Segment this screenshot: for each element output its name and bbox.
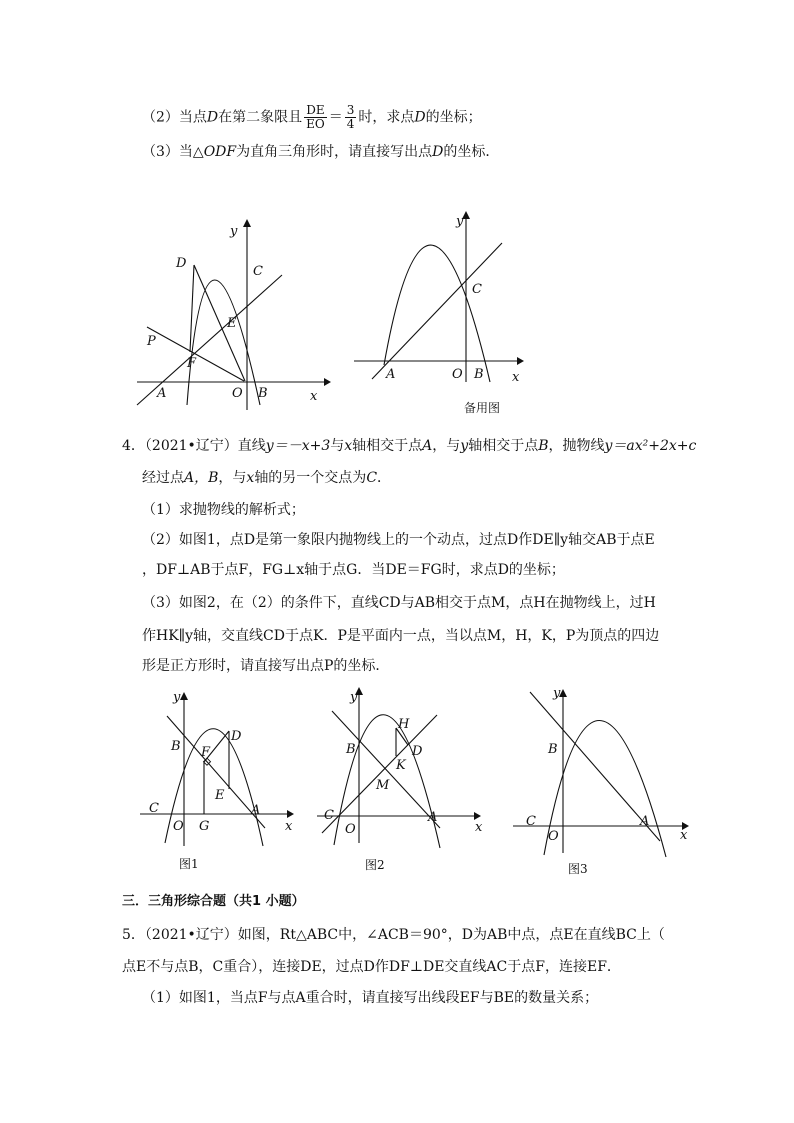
q3-main-figure (132, 215, 332, 415)
q4-var-y: y (460, 438, 469, 454)
label-k: K (396, 758, 406, 773)
label-x: x (512, 370, 520, 385)
q4-point-c: C (366, 470, 378, 486)
q4-text: ． (377, 470, 392, 486)
label-o: O (452, 367, 463, 382)
q4-line1 (122, 436, 696, 456)
label-c: C (526, 814, 536, 829)
q4-part2-line1: （2）如图1，点D是第一象限内抛物线上的一个动点，过点D作DE∥y轴交AB于点E (142, 532, 655, 548)
label-y: y (553, 686, 561, 701)
q5-part1: （1）如图1，当点F与点A重合时，请直接写出线段EF与BE的数量关系； (142, 990, 599, 1006)
label-x: x (310, 389, 318, 404)
q3-p3-text: （3）当△ (142, 144, 204, 160)
q3-p3-text-post: 为直角三角形时，请直接写出点 (236, 144, 433, 160)
q4-parabola-equation: y＝ax²+2x+c (604, 438, 697, 454)
q3-p2-text-post: 时，求点 (358, 109, 415, 126)
label-a: A (157, 386, 167, 401)
q3-p2-point2: D (414, 109, 426, 126)
label-d: D (412, 744, 423, 759)
q4-figure-3 (508, 685, 693, 880)
label-e: E (227, 316, 237, 331)
parabola (187, 280, 260, 405)
q4-text: 轴的另一个交点为 (254, 470, 367, 486)
label-f: F (187, 356, 197, 371)
fraction-denominator: EO (306, 117, 325, 131)
line-ac (372, 243, 502, 379)
label-o: O (345, 822, 356, 837)
fraction-denominator: 4 (346, 117, 355, 131)
label-b: B (474, 367, 484, 382)
q4-number-source: 4．（2021•辽宁）直线 (122, 438, 266, 454)
label-o: O (548, 829, 559, 844)
q4-line2 (142, 468, 391, 488)
x-axis-arrow (474, 812, 481, 820)
q4-line-equation: y＝－x+3 (265, 438, 331, 454)
q4-figure-2 (312, 683, 482, 873)
x-axis-arrow (287, 810, 294, 818)
label-a: A (428, 810, 438, 825)
q4-part3-line1: （3）如图2，在（2）的条件下，直线CD与AB相交于点M，点H在抛物线上，过H (142, 595, 656, 611)
y-axis-arrow (243, 219, 251, 227)
caption-fig2: 图2 (365, 858, 385, 872)
q5-line1: 5．（2021•辽宁）如图，Rt△ABC中，∠ACB＝90°，D为AB中点，点E在直线BC上（ (122, 927, 665, 943)
label-c: C (253, 264, 263, 279)
q4-part1: （1）求抛物线的解析式； (142, 502, 305, 518)
label-b: B (258, 386, 268, 401)
q4-part3-line2: 作HK∥y轴，交直线CD于点K．P是平面内一点，当以点M，H，K，P为顶点的四边 (142, 628, 660, 644)
label-m: M (376, 778, 390, 793)
q5-line2: 点E不与点B，C重合），连接DE，过点D作DF⊥DE交直线AC于点F，连接EF． (122, 959, 621, 975)
caption-spare: 备用图 (464, 401, 501, 415)
label-b: B (548, 742, 558, 757)
q4-point-b: B (538, 438, 549, 454)
y-axis-arrow (180, 692, 188, 700)
q3-p3-text-end: 的坐标． (443, 144, 500, 160)
q3-p2-point: D (206, 109, 219, 126)
q3-p2-fraction-de-eo (304, 104, 327, 131)
label-y: y (230, 224, 238, 239)
q3-p2-text-end: 的坐标； (425, 109, 482, 126)
label-f: F (201, 745, 211, 760)
caption-fig1: 图1 (179, 857, 199, 871)
x-axis-arrow (324, 378, 331, 386)
label-d: D (176, 256, 187, 271)
label-y: y (173, 690, 181, 705)
label-x: x (285, 819, 293, 834)
caption-fig3: 图3 (568, 862, 588, 876)
label-d: D (231, 729, 242, 744)
q4-text: ，抛物线 (548, 438, 605, 454)
label-o: O (232, 386, 243, 401)
label-c: C (324, 808, 334, 823)
label-h: H (398, 717, 410, 732)
q4-var-x: x (246, 470, 255, 486)
label-a: A (251, 803, 261, 818)
label-g: G (199, 819, 210, 834)
q3-p2-fraction-3-4 (345, 104, 357, 131)
label-a: A (386, 367, 396, 382)
label-x: x (680, 828, 688, 843)
x-axis-arrow (517, 357, 524, 365)
q4-text: ，与 (218, 470, 247, 486)
q4-text: 经过点 (142, 470, 184, 486)
q4-part3-line3: 形是正方形时，请直接写出点P的坐标． (142, 658, 390, 674)
label-a: A (640, 814, 650, 829)
label-c: C (149, 801, 159, 816)
fraction-numerator: 3 (346, 103, 355, 117)
label-o: O (173, 819, 184, 834)
q4-var-x: x (344, 438, 353, 454)
q3-p3-triangle: ODF (203, 144, 237, 160)
label-x: x (475, 820, 483, 835)
label-c: C (472, 282, 482, 297)
q4-text: ，与 (432, 438, 461, 454)
label-b: B (346, 742, 356, 757)
q4-point-a: A (422, 438, 433, 454)
q3-part3 (142, 142, 499, 162)
q4-figure-1 (135, 688, 300, 878)
q3-p3-point: D (432, 144, 444, 160)
equals-sign: ＝ (328, 109, 343, 126)
section-heading: 三．三角形综合题（共1 小题） (122, 894, 305, 909)
q3-p2-text-mid: 在第二象限且 (218, 109, 303, 126)
label-e: E (215, 788, 225, 803)
q3-part2 (142, 104, 482, 131)
q4-text: 与 (330, 438, 345, 454)
q4-text: 轴相交于点 (352, 438, 423, 454)
parabola (544, 720, 666, 857)
label-y: y (456, 214, 464, 229)
q3-spare-figure (352, 207, 542, 427)
label-y: y (350, 690, 358, 705)
q4-part2-line2: ，DF⊥AB于点F，FG⊥x轴于点G．当DE＝FG时，求点D的坐标； (142, 562, 565, 578)
label-b: B (171, 739, 181, 754)
fraction-numerator: DE (304, 104, 327, 118)
q3-p2-text: （2）当点 (142, 109, 207, 126)
q4-points-ab: A，B (184, 470, 219, 486)
line-pf (147, 327, 244, 381)
label-p: P (147, 334, 156, 349)
q4-text: 轴相交于点 (468, 438, 539, 454)
